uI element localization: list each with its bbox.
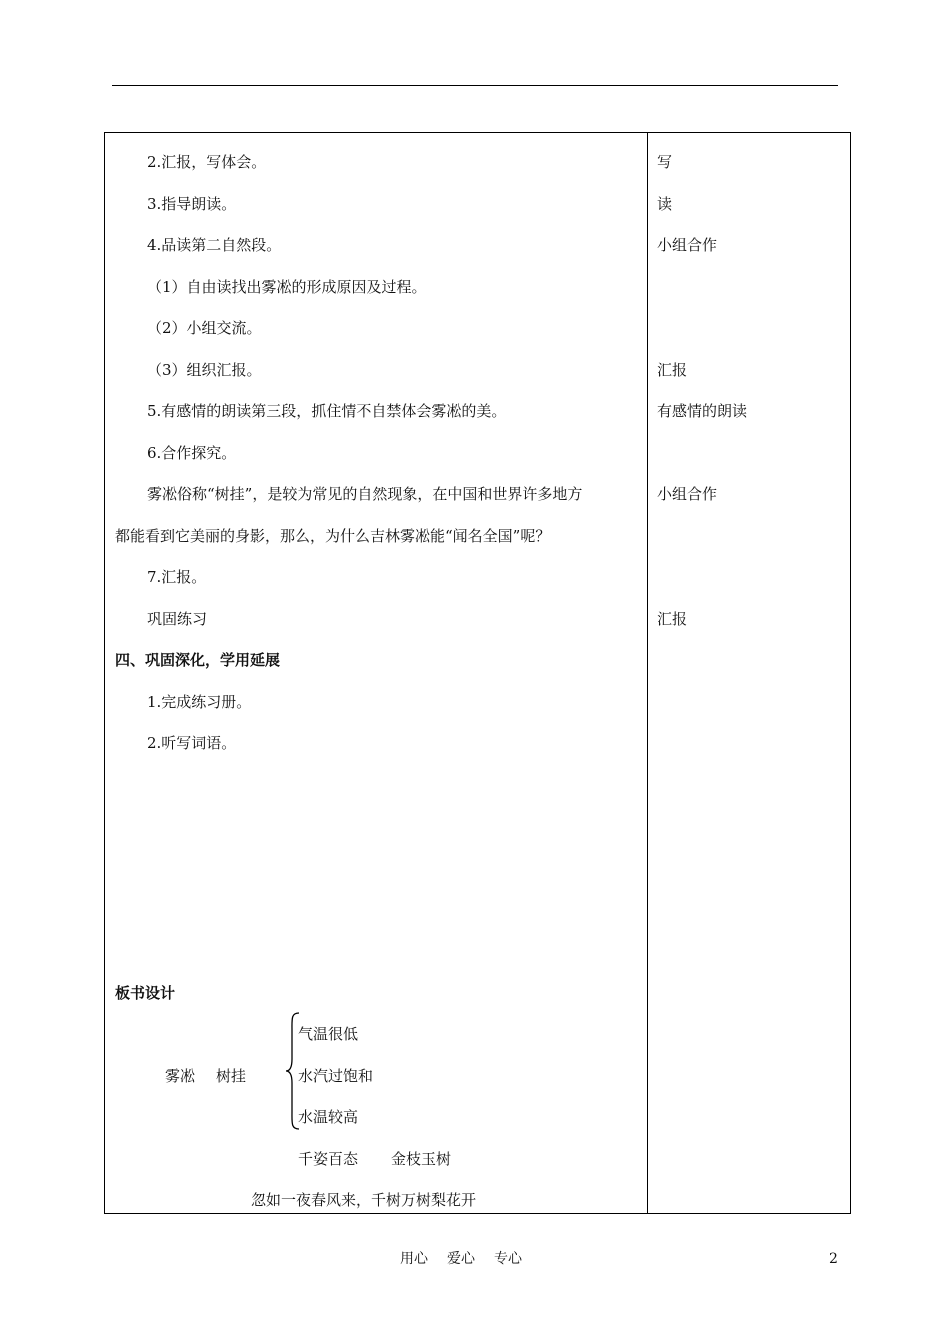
footer-motto-2: 爱心 xyxy=(447,1251,475,1267)
side-read: 读 xyxy=(657,195,673,213)
board-phrase-2: 金枝玉树 xyxy=(391,1150,452,1168)
step-3-guided-reading: 3.指导朗读。 xyxy=(147,195,237,213)
side-write: 写 xyxy=(657,153,673,171)
board-title-right: 树挂 xyxy=(216,1067,247,1085)
step-5-emotional-reading: 5.有感情的朗读第三段，抓住情不自禁体会雾凇的美。 xyxy=(147,402,507,420)
board-branch-1: 气温很低 xyxy=(298,1025,359,1043)
board-design-heading: 板书设计 xyxy=(115,984,176,1002)
side-emotional-reading: 有感情的朗读 xyxy=(657,402,748,420)
step-6-inquiry: 6.合作探究。 xyxy=(147,444,237,462)
substep-2: （2）小组交流。 xyxy=(147,319,262,337)
task-2-dictation: 2.听写词语。 xyxy=(147,734,237,752)
board-poem: 忽如一夜春风来，千树万树梨花开 xyxy=(251,1191,477,1209)
step-4-read-paragraph: 4.品读第二自然段。 xyxy=(147,236,282,254)
board-branch-3: 水温较高 xyxy=(298,1108,359,1126)
step-7-report: 7.汇报。 xyxy=(147,568,207,586)
header-rule xyxy=(112,85,838,86)
lesson-table xyxy=(104,132,851,1214)
substep-3: （3）组织汇报。 xyxy=(147,361,262,379)
column-divider xyxy=(647,133,648,1213)
board-title-left: 雾凇 xyxy=(165,1067,196,1085)
side-group-work-2: 小组合作 xyxy=(657,485,718,503)
page-number: 2 xyxy=(829,1251,838,1267)
side-report-2: 汇报 xyxy=(657,610,688,628)
board-branch-2: 水汽过饱和 xyxy=(298,1067,374,1085)
footer-motto-3: 专心 xyxy=(494,1251,522,1267)
side-group-work-1: 小组合作 xyxy=(657,236,718,254)
footer-motto-1: 用心 xyxy=(400,1251,428,1267)
substep-1: （1）自由读找出雾凇的形成原因及过程。 xyxy=(147,278,427,296)
section-4-heading: 四、巩固深化，学用延展 xyxy=(115,651,281,669)
consolidation-practice: 巩固练习 xyxy=(147,610,208,628)
step-2-report: 2.汇报，写体会。 xyxy=(147,153,267,171)
board-phrase-1: 千姿百态 xyxy=(298,1150,359,1168)
inquiry-text-line-2: 都能看到它美丽的身影，那么，为什么吉林雾凇能“闻名全国”呢？ xyxy=(115,527,551,545)
side-report-1: 汇报 xyxy=(657,361,688,379)
inquiry-text-line-1: 雾凇俗称“树挂”，是较为常见的自然现象，在中国和世界许多地方 xyxy=(147,485,583,503)
task-1-workbook: 1.完成练习册。 xyxy=(147,693,252,711)
